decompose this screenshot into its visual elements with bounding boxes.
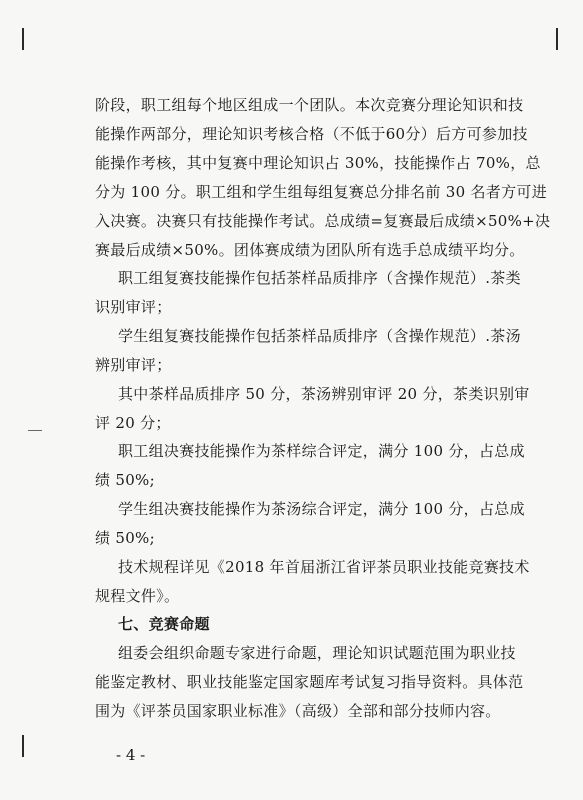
paragraph-line-17: 技术规程详见《2018 年首届浙江省评茶员职业技能竞赛技术 <box>118 558 530 576</box>
paragraph-line-4: 分为 100 分。职工组和学生组每组复赛总分排名前 30 名者方可进 <box>95 183 547 201</box>
paragraph-line-3: 能操作考核，其中复赛中理论知识占 30%，技能操作占 70%，总 <box>95 154 541 172</box>
scan-mark-left-mid <box>28 430 42 431</box>
scan-mark-top-right <box>556 28 558 50</box>
paragraph-line-15: 学生组决赛技能操作为茶汤综合评定，满分 100 分，占总成 <box>118 500 525 518</box>
paragraph-line-12: 评 20 分； <box>95 414 171 432</box>
scan-mark-bottom-left <box>22 735 24 757</box>
paragraph-line-7: 职工组复赛技能操作包括茶样品质排序（含操作规范）.茶类 <box>118 269 521 287</box>
paragraph-line-1: 阶段，职工组每个地区组成一个团队。本次竞赛分理论知识和技 <box>95 96 524 114</box>
paragraph-line-16: 绩 50%; <box>95 529 155 547</box>
paragraph-line-6: 赛最后成绩×50%。团体赛成绩为团队所有选手总成绩平均分。 <box>95 241 525 259</box>
paragraph-line-5: 入决赛。决赛只有技能操作考试。总成绩=复赛最后成绩×50%+决 <box>95 212 551 230</box>
paragraph-line-2: 能操作两部分，理论知识考核合格（不低于60分）后方可参加技 <box>95 125 528 143</box>
paragraph-line-13: 职工组决赛技能操作为茶样综合评定，满分 100 分，占总成 <box>118 442 525 460</box>
paragraph-line-8: 识别审评； <box>95 298 172 316</box>
page-number: - 4 - <box>116 746 146 764</box>
paragraph-line-9: 学生组复赛技能操作包括茶样品质排序（含操作规范）.茶汤 <box>118 327 521 345</box>
paragraph-line-18: 规程文件》。 <box>95 587 180 605</box>
scan-mark-top-left <box>22 28 24 50</box>
paragraph-line-19: 组委会组织命题专家进行命题，理论知识试题范围为职业技 <box>118 644 516 662</box>
paragraph-line-10: 辨别审评； <box>95 356 172 374</box>
paragraph-line-21: 围为《评茶员国家职业标准》（高级）全部和部分技师内容。 <box>95 702 501 720</box>
paragraph-line-20: 能鉴定教材、职业技能鉴定国家题库考试复习指导资料。具体范 <box>95 673 524 691</box>
section-heading: 七、竞赛命题 <box>118 615 210 633</box>
paragraph-line-14: 绩 50%; <box>95 471 155 489</box>
paragraph-line-11: 其中茶样品质排序 50 分，茶汤辨别审评 20 分，茶类识别审 <box>118 385 530 403</box>
